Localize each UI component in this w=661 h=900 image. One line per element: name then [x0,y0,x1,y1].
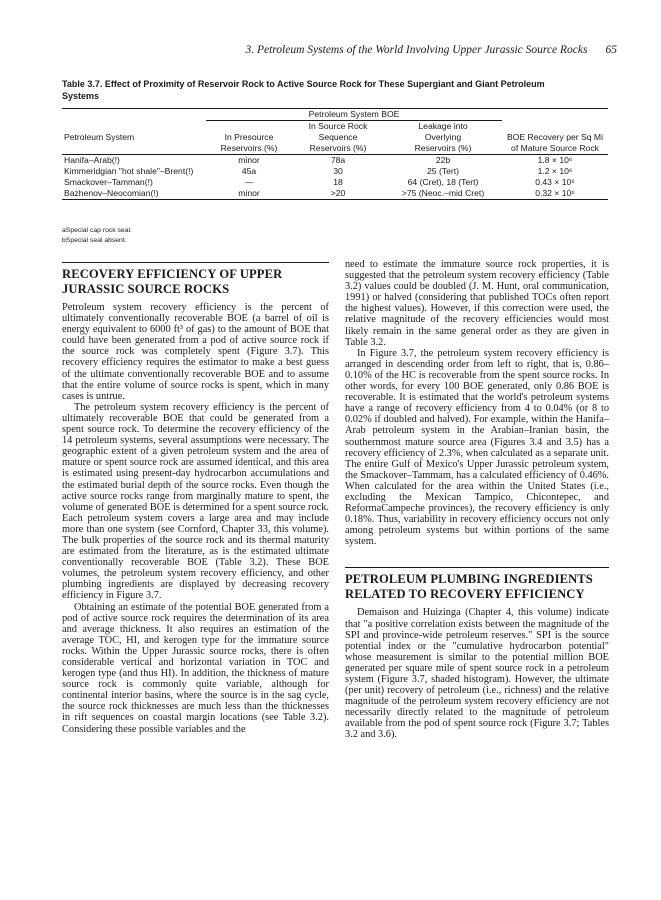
left-column [62,262,329,735]
cell-leakage: >75 (Neoc.–mid Cret) [401,188,485,198]
table-caption: Table 3.7. Effect of Proximity of Reservoir Rock to Active Source Rock for These Supergiant and Giant Petroleum Systems [62,79,545,101]
cell-insource: >20 [330,188,346,198]
data-table [62,108,608,200]
cell-insource: 18 [333,177,343,187]
paragraph: In Figure 3.7, the petroleum system recovery efficiency is arranged in descending order from left to right, that is, 0.86–0.10% of the HC is recoverable from the spent source rocks. In other words, for every 100 BOE generated, only 0.86 BOE is recoverable. It is estimated that the world's petroleum systems have a range of recovery efficiency from 4 to 0.04% (or 8 to 0.02% if doubled and halved). For example, within the Hanifa–Arab petroleum system in the Arabian–Iranian basin, the southernmost mature source area (Figures 3.4 and 3.5) has a recovery efficiency of 2.3%, when calculated as a separate unit. The entire Gulf of Mexico's Upper Jurassic petroleum system, the Smackover–Tammam, has a calculated efficiency of 0.46%. When calculated for the area within the United States (i.e., excluding the Mexican Tampico, Chicontepec, and ReformaCampeche provinces), the recovery efficiency is only 0.18%. Thus, variability in recovery efficiency occurs not only among petroleum systems but within portions of the same system. [345,347,609,548]
cell-recovery: 0.43 × 10⁶ [535,177,575,187]
cell-insource: 30 [333,166,343,176]
footnote: aSpecial cap rock seal. [62,227,132,234]
header-recovery-2: of Mature Source Rock [511,143,599,153]
cell-recovery: 0.32 × 10⁶ [535,188,575,198]
paragraph: need to estimate the immature source rock properties, it is suggested that the petroleum system recovery efficiency (Table 3.2) values could be doubled (J. M. Hunt, oral communication, 1991) or halved (considering that published TOCs often report the highest values). However, if this correction were used, the relative magnitude of the recovery efficiencies would most likely remain in the same general order as they are given in Table 3.2. [345,259,609,348]
footnote: bSpecial seal absent. [62,237,127,244]
table-row [62,166,608,177]
cell-presource: minor [238,188,260,198]
cell-system: Kimmeridgian "hot shale"–Brent(!) [64,166,194,176]
cell-recovery: 1.8 × 10⁶ [537,155,573,165]
header-recovery-1: BOE Recovery per Sq Mi [507,132,603,142]
table-row [62,155,608,167]
header-presource-1: In Presource [224,132,274,142]
paragraph: Petroleum system recovery efficiency is the percent of ultimately conventionally recoverable BOE (a barrel of oil is energy equivalent to 6000 ft³ of gas) to the amount of BOE that could have been generated from a pod of active source rock if the source rock was completely spent (Figure 3.7). This recovery efficiency requires the estimator to make a best guess of the ultimate conventionally recoverable BOE and to assume that the entire volume of source rocks is spent, which in many cases is untrue. [62,302,329,402]
running-head-title: 3. Petroleum Systems of the World Involving Upper Jurassic Source Rocks [245,44,588,56]
paragraph: Demaison and Huizinga (Chapter 4, this volume) indicate that "a positive correlation exists between the magnitude of the SPI and province-wide petroleum reserves." SPI is the source potential index or the "cumulative hydrocarbon potential" whose measurement is similar to the potential million BOE generated per square mile of spent source rock in a petroleum system (Figure 3.7, shaded histogram). However, the ultimate (per unit) recovery of petroleum (i.e., richness) and the relative magnitude of the petroleum system recovery efficiency are not necessarily directly related to the magnitude of petroleum available from the pod of spent source rock (Figure 3.7; Tables 3.2 and 3.6). [345,607,609,741]
cell-presource: 45a [241,166,257,176]
cell-presource: minor [238,155,260,165]
cell-system: Bazhenov–Neocomian(!) [64,188,159,198]
paragraph: The petroleum system recovery efficiency is the percent of ultimately recoverable BOE that could be generated from a spent source rock. To determine the recovery efficiency of the 14 petroleum systems, several assumptions were necessary. The geographic extent of a given petroleum system and the area of mature or spent source rock are assumed identical, and this area is estimated using present-day hydrocarbon accumulations and the estimated burial depth of the source rocks. Even though the active source rocks range from marginally mature to spent, the volume of generated BOE is determined for a spent source rock. Each petroleum system covers a large area and may include more than one system (see Cornford, Chapter 33, this volume). The bulk properties of the source rock and its thermal maturity are estimated from the literature, as is the estimated ultimate conventionally recoverable BOE (Table 3.2). These BOE volumes, the petroleum system recovery efficiency, and other plumbing ingredients are displayed by decreasing recovery efficiency in Figure 3.7. [62,401,329,602]
section-heading-recovery-efficiency: RECOVERY EFFICIENCY OF UPPER JURASSIC SOURCE ROCKS [62,267,283,296]
cell-recovery: 1.2 × 10⁶ [537,166,573,176]
cell-system: Smackover–Tamman(!) [64,177,153,187]
cell-insource: 78a [330,155,346,165]
header-leakage-3: Reservoirs (%) [414,143,472,153]
section-heading-plumbing-ingredients: PETROLEUM PLUMBING INGREDIENTS RELATED TO RECOVERY EFFICIENCY [345,572,593,602]
cell-presource: — [244,177,254,187]
right-column [345,259,609,741]
header-system: Petroleum System [64,132,135,142]
running-head [245,44,617,56]
paragraph: Obtaining an estimate of the potential BOE generated from a pod of active source rock requires the determination of its area and average thickness. It also requires an estimation of the average TOC, HI, and kerogen type for the immature source rocks. Within the Upper Jurassic source rocks, there is often considerable vertical and horizontal variation in TOC and kerogen type (and thus HI). In addition, the thickness of mature source rock is commonly quite variable, although for continental interior basins, where the source is in the sag cycle, the source rock thicknesses are much less than the thicknesses in rift sequences on coastal margin locations (see Table 3.2). Considering these possible variables and the [62,601,329,735]
table-row [62,177,608,188]
section-rule [345,567,609,568]
header-insource-2: Sequence [318,132,358,142]
cell-leakage: 25 (Tert) [427,166,459,176]
table-row [62,188,608,200]
table-group-header: Petroleum System BOE [206,109,502,121]
table-container [62,108,608,200]
cell-system: Hanifa–Arab(!) [64,155,120,165]
header-insource-1: In Source Rock [308,121,368,131]
cell-leakage: 64 (Cret), 18 (Tert) [407,177,479,187]
header-leakage-2: Overlying [424,132,462,142]
table-footnotes [62,226,132,246]
header-leakage-1: Leakage into [418,121,468,131]
header-insource-3: Reservoirs (%) [309,143,367,153]
cell-leakage: 22b [435,155,451,165]
header-presource-2: Reservoirs (%) [220,143,278,153]
section-rule [62,262,329,263]
page-number: 65 [605,44,617,56]
